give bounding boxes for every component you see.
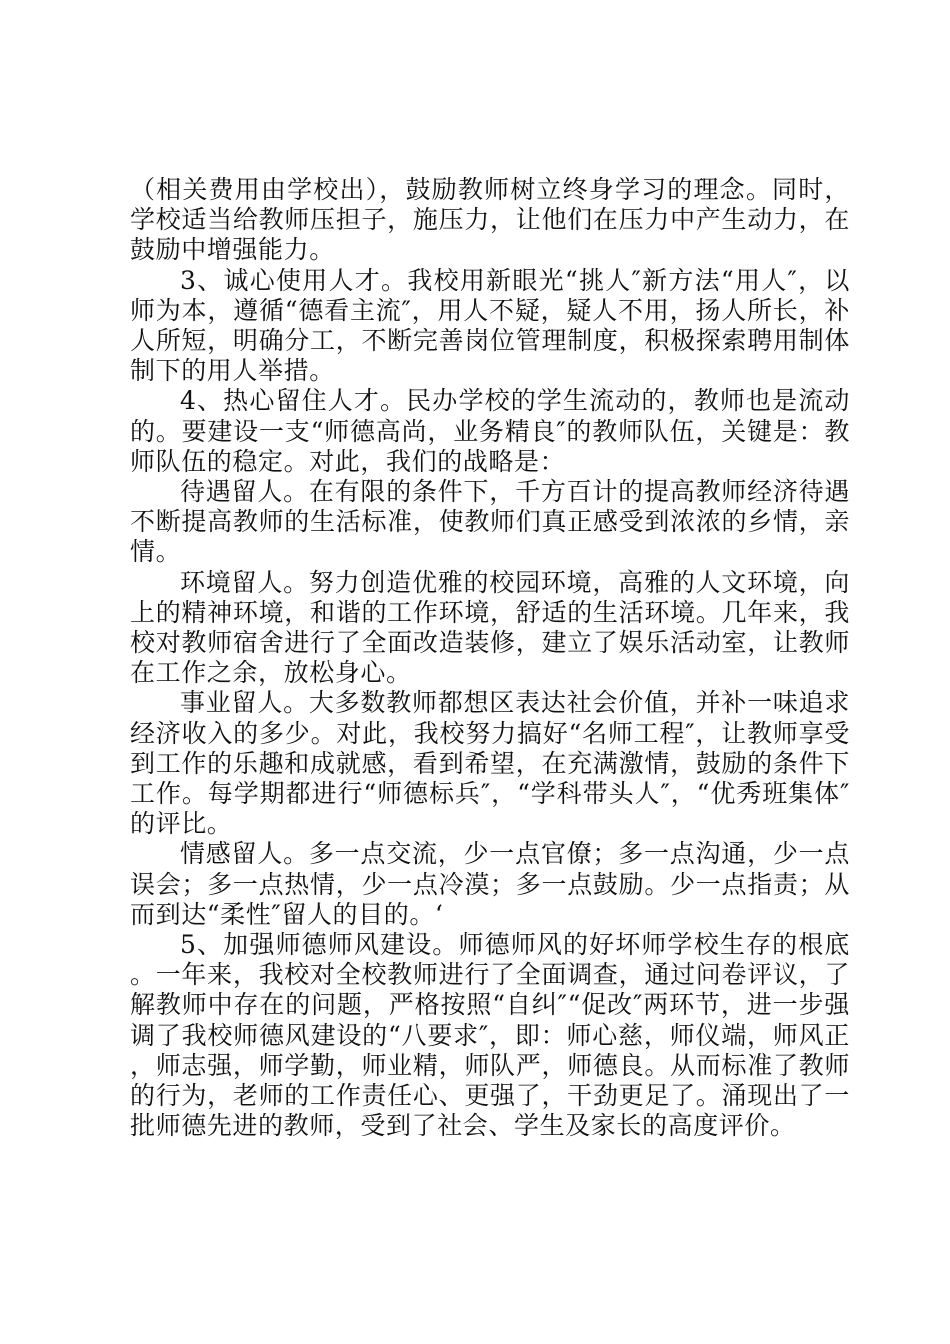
paragraph-ethics-building: 5、加强师德师风建设。师德师风的好坏师学校生存的根底。一年来，我校对全校教师进行了全面调查，通过问卷评议，了解教师中存在的问题，严格按照“自纠″“促改″两环节，进一步强调了我校师德风建设的“八要求″，即：师心慈，师仪端，师风正，师志强，师学勤，师业精，师队严，师德良。从而标准了教师的行为，老师的工作责任心、更强了，干劲更足了。涌现出了一批师德先进的教师，受到了社会、学生及家长的高度评价。 <box>130 930 850 1141</box>
document-body <box>130 175 850 1142</box>
paragraph-retain-talent: 4、热心留住人才。民办学校的学生流动的，教师也是流动的。要建设一支“师德高尚，业务精良″的教师队伍，关键是：教师队伍的稳定。对此，我们的战略是： <box>130 386 850 476</box>
paragraph-environment-retention: 环境留人。努力创造优雅的校园环境，高雅的人文环境，向上的精神环境，和谐的工作环境，舒适的生活环境。几年来，我校对教师宿舍进行了全面改造装修，建立了娱乐活动室，让教师在工作之余，放松身心。 <box>130 567 850 688</box>
paragraph-treatment-retention: 待遇留人。在有限的条件下，千方百计的提高教师经济待遇不断提高教师的生活标准，使教师们真正感受到浓浓的乡情，亲情。 <box>130 477 850 567</box>
paragraph-career-retention: 事业留人。大多数教师都想区表达社会价值，并补一味追求经济收入的多少。对此，我校努力搞好“名师工程″，让教师享受到工作的乐趣和成就感，看到希望，在充满激情，鼓励的条件下工作。每学期都进行“师德标兵″，“学科带头人″，“优秀班集体″的评比。 <box>130 688 850 839</box>
paragraph-use-talent: 3、诚心使用人才。我校用新眼光“挑人″新方法“用人″，以师为本，遵循“德看主流″，用人不疑，疑人不用，扬人所长，补人所短，明确分工，不断完善岗位管理制度，积极探索聘用制体制下的用人举措。 <box>130 265 850 386</box>
paragraph-fees-continuation: （相关费用由学校出），鼓励教师树立终身学习的理念。同时，学校适当给教师压担子，施压力，让他们在压力中产生动力，在鼓励中增强能力。 <box>130 175 850 265</box>
paragraph-emotion-retention: 情感留人。多一点交流，少一点官僚；多一点沟通，少一点误会；多一点热情，少一点冷漠；多一点鼓励。少一点指责；从而到达“柔性″留人的目的。‘ <box>130 839 850 929</box>
